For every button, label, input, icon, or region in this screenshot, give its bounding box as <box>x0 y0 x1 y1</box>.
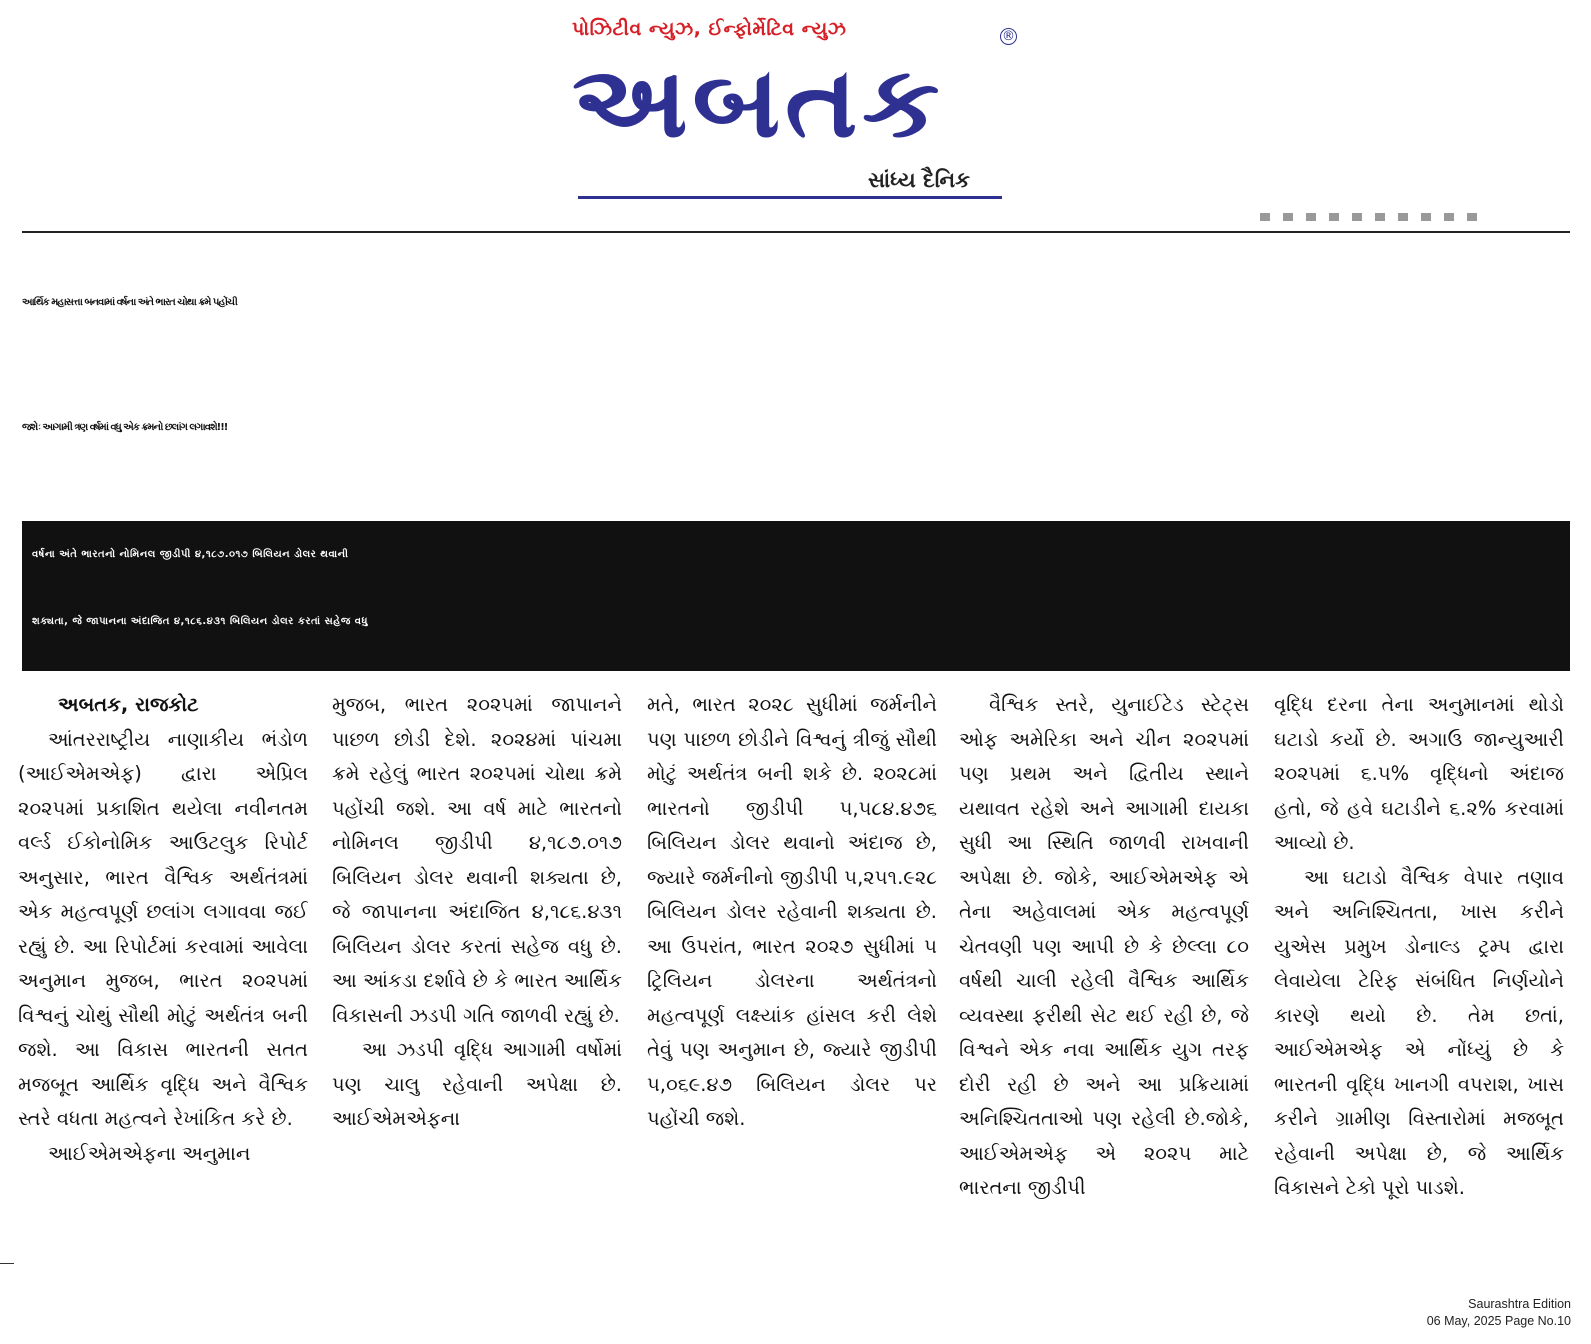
newspaper-logo: અબતક <box>572 46 945 160</box>
article-paragraph: આંતરરાષ્ટ્રીય નાણાકીય ભંડોળ (આઈએમએફ) દ્વારા એપ્રિલ ૨૦૨૫માં પ્રકાશિત થયેલા નવીનતમ વર્લ્ડ ઈકોનોમિક આઉટલુક રિપોર્ટ અનુસાર, ભારત વૈશ્વિક અર્થતંત્રમાં એક મહત્વપૂર્ણ છલાંગ લગાવવા જઈ રહ્યું છે. આ રિપોર્ટમાં કરવામાં આવેલા અનુમાન મુજબ, ભારત ૨૦૨૫માં વિશ્વનું ચોથું સૌથી મોટું અર્થતંત્ર બની જશે. આ વિકાસ ભારતની સતત મજબૂત આર્થિક વૃદ્ધિ અને વૈશ્વિક સ્તરે વધતા મહત્વને રેખાંકિત કરે છે. <box>18 727 308 1130</box>
logo-underline <box>578 196 1002 199</box>
article-paragraph: મતે, ભારત ૨૦૨૮ સુધીમાં જર્મનીને પણ પાછળ છોડીને વિશ્વનું ત્રીજું સૌથી મોટું અર્થતંત્ર બની શકે છે. ૨૦૨૮માં ભારતનો જીડીપી ૫,૫૮૪.૪૭૬ બિલિયન ડોલર થવાનો અંદાજ છે, જ્યારે જર્મનીનો જીડીપી ૫,૨૫૧.૯૨૮ બિલિયન ડોલર રહેવાની શક્યતા છે. આ ઉપરાંત, ભારત ૨૦૨૭ સુધીમાં ૫ ટ્રિલિયન ડોલરના અર્થતંત્રનો મહત્વપૂર્ણ લક્ષ્યાંક હાંસલ કરી લેશે તેવું પણ અનુમાન છે, જ્યારે જીડીપી ૫,૦૬૯.૪૭ બિલિયન ડોલર પર પહોંચી જશે. <box>647 693 937 1130</box>
article-paragraph: આઈએમએફના અનુમાન <box>48 1141 251 1165</box>
article-paragraph: વૈશ્વિક સ્તરે, યુનાઈટેડ સ્ટેટ્સ ઓફ અમેરિકા અને ચીન ૨૦૨૫માં પણ પ્રથમ અને દ્વિતીય સ્થાને યથાવત રહેશે અને આગામી દાયકા સુધી આ સ્થિતિ જાળવી રાખવાની અપેક્ષા છે. જોકે, આઈએમએફ એ તેના અહેવાલમાં એક મહત્વપૂર્ણ ચેતવણી પણ આપી છે કે છેલ્લા ૮૦ વર્ષથી ચાલી રહેલી વૈશ્વિક આર્થિક વ્યવસ્થા ફરીથી સેટ થઈ રહી છે, જે વિશ્વને એક નવા આર્થિક યુગ તરફ દોરી રહી છે અને આ પ્રક્રિયામાં અનિશ્ચિતતાઓ પણ રહેલી છે.જોકે, આઈએમએફ એ ૨૦૨૫ માટે ભારતના જીડીપી <box>959 693 1249 1199</box>
subheadline-line-2: શક્યતા, જે જાપાનના અંદાજિત ૪,૧૮૬.૪૩૧ બિલિયન ડોલર કરતાં સહેજ વધુ <box>32 616 368 627</box>
masthead-tagline: પોઝિટીવ ન્યુઝ, ઈન્ફોર્મેટિવ ન્યુઝ <box>572 18 847 40</box>
headline-line-1: આર્થિક મહાસત્તા બનવામાં વર્ષના અંતે ભારત ચોથા ક્રમે પહોંચી <box>22 297 237 308</box>
footer-date-page: 06 May, 2025 Page No.10 <box>1426 1314 1571 1328</box>
subheadline-line-1: વર્ષના અંતે ભારતનો નોમિનલ જીડીપી ૪,૧૮૭.૦૧૭ બિલિયન ડોલર થવાની <box>32 549 349 560</box>
article-column-2 <box>332 688 622 1284</box>
masthead <box>0 0 1591 230</box>
footer-edition: Saurashtra Edition <box>1468 1297 1571 1311</box>
header-divider <box>22 231 1570 233</box>
edition-type-label: સાંધ્ય દૈનિક <box>868 168 970 192</box>
article-body <box>18 688 1570 1284</box>
subheadline-box <box>22 521 1570 671</box>
article-column-1 <box>18 688 308 1284</box>
article-paragraph: વૃદ્ધિ દરના તેના અનુમાનમાં થોડો ઘટાડો કર્યો છે. અગાઉ જાન્યુઆરી ૨૦૨૫માં ૬.૫% વૃદ્ધિનો અંદાજ હતો, જે હવે ઘટાડીને ૬.૨% કરવામાં આવ્યો છે. <box>1274 693 1564 854</box>
headline <box>22 240 1570 510</box>
header-decorative-marks <box>1260 206 1520 220</box>
headline-line-2: જશેઃ આગામી ત્રણ વર્ષમાં વધુ એક ક્રમનો છલાંગ લગાવશે!!! <box>22 422 228 433</box>
article-paragraph: મુજબ, ભારત ૨૦૨૫માં જાપાનને પાછળ છોડી દેશે. ૨૦૨૪માં પાંચમા ક્રમે રહેલું ભારત ૨૦૨૫માં ચોથા ક્રમે પહોંચી જશે. આ વર્ષ માટે ભારતનો નોમિનલ જીડીપી ૪,૧૮૭.૦૧૭ બિલિયન ડોલર થવાની શક્યતા છે, જે જાપાનના અંદાજિત ૪,૧૮૬.૪૩૧ બિલિયન ડોલર કરતાં સહેજ વધુ છે. આ આંકડા દર્શાવે છે કે ભારત આર્થિક વિકાસની ઝડપી ગતિ જાળવી રહ્યું છે. <box>332 693 622 1027</box>
article-column-4 <box>959 688 1249 1284</box>
article-column-5 <box>1274 688 1564 1284</box>
registered-mark: ® <box>1002 29 1015 44</box>
article-paragraph: આ ઝડપી વૃદ્ધિ આગામી વર્ષોમાં પણ ચાલુ રહેવાની અપેક્ષા છે. આઈએમએફના <box>332 1038 622 1130</box>
article-column-3 <box>647 688 937 1284</box>
article-paragraph: આ ઘટાડો વૈશ્વિક વેપાર તણાવ અને અનિશ્ચિતતા, ખાસ કરીને યુએસ પ્રમુખ ડોનાલ્ડ ટ્રમ્પ દ્વારા લેવાયેલા ટેરિફ સંબંધિત નિર્ણયોને કારણે થયો છે. તેમ છતાં, આઈએમએફ એ નોંધ્યું છે કે ભારતની વૃદ્ધિ ખાનગી વપરાશ, ખાસ કરીને ગ્રામીણ વિસ્તારોમાં મજબૂત રહેવાની અપેક્ષા છે, જે આર્થિક વિકાસને ટેકો પૂરો પાડશે. <box>1274 865 1564 1199</box>
article-byline: અબતક, રાજકોટ <box>58 693 199 716</box>
page-footer <box>1427 1296 1571 1330</box>
margin-mark <box>0 1263 14 1264</box>
